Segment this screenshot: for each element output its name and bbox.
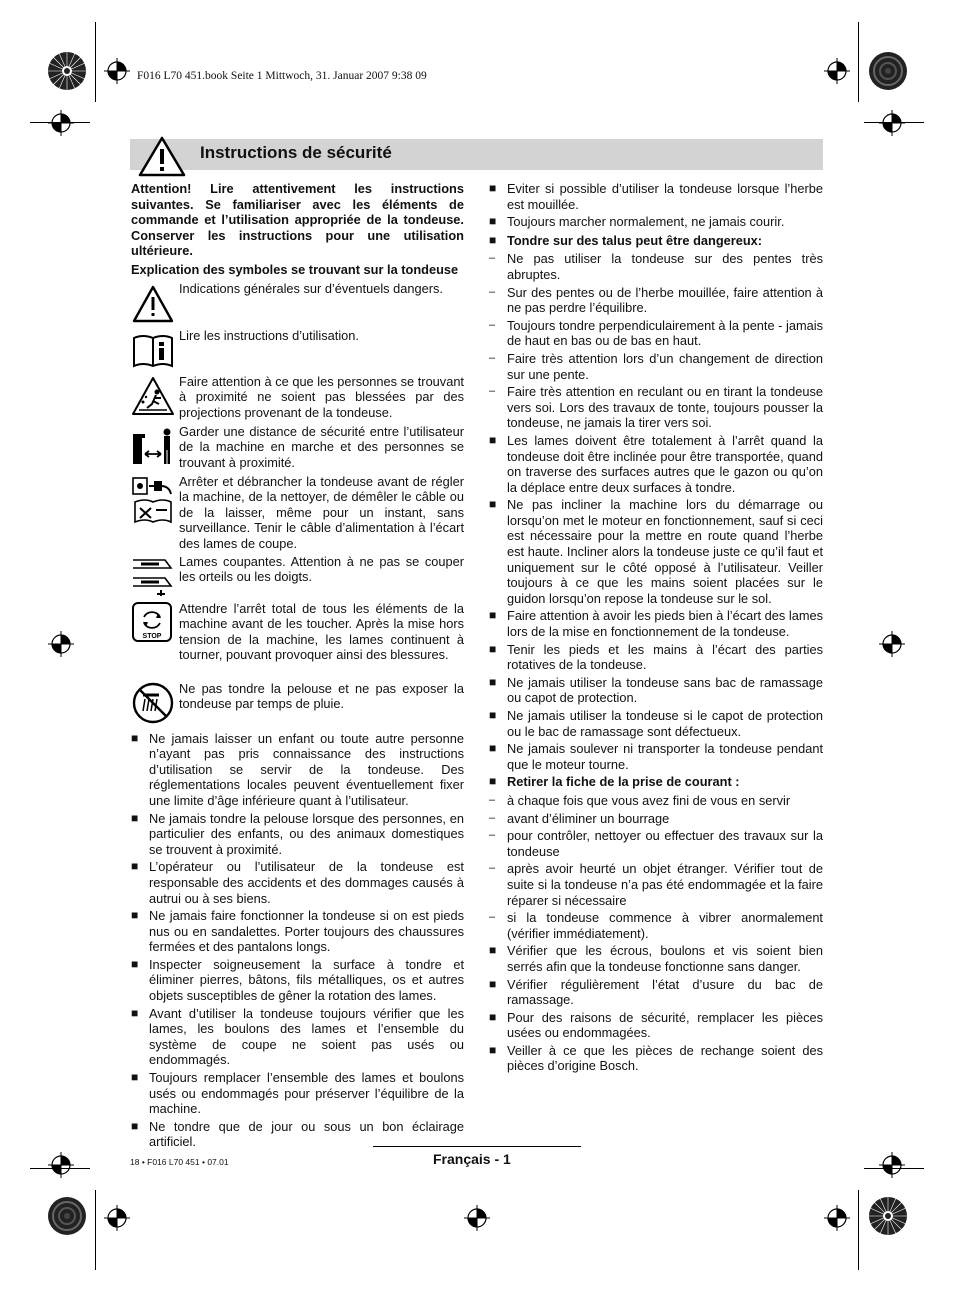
dash-item [489, 351, 823, 382]
bullet-text: Ne jamais utiliser la tondeuse sans bac de ramassage ou capot de protection. [507, 674, 823, 706]
symbol-text: Attendre l’arrêt total de tous les éléments de la machine avant de les toucher. Après la mise hors tension de la machine, les lames continuent à tourner, pouvant provoquer ainsi des blessures. [179, 600, 464, 663]
dash-item [489, 384, 823, 431]
crop-mark [95, 22, 96, 102]
dash-marker [489, 828, 507, 859]
bullet-square-icon [489, 774, 507, 791]
bullet-text: Faire très attention lors d’un changement de direction sur une pente. [507, 350, 823, 382]
bullet-square-icon [131, 731, 149, 809]
footer-rule [373, 1146, 581, 1147]
bullet-square-icon [489, 1010, 507, 1041]
bullet-item [131, 731, 464, 809]
bullet-item [131, 811, 464, 858]
bullet-square-icon [131, 957, 149, 1004]
bullet-text: Faire très attention en reculant ou en tirant la tondeuse vers soi. Lors des travaux de tonte, toujours pousser la tondeuse, ne jamais la tirer vers soi. [507, 384, 823, 431]
bullet-text: Eviter si possible d’utiliser la tondeuse lorsque l’herbe est mouillée. [507, 181, 823, 212]
bullet-square-icon [489, 741, 507, 772]
bullet-text: Ne jamais tondre la pelouse lorsque des personnes, en particulier des enfants, ou des animaux domestiques se trouvent à proximité. [149, 810, 464, 857]
dash-item [489, 318, 823, 349]
unplug-icon [131, 474, 179, 554]
bullet-item [489, 233, 823, 250]
symbol-row [131, 554, 464, 601]
bullet-item [489, 977, 823, 1008]
bullet-text: après avoir heurté un objet étranger. Vérifier tout de suite si la tondeuse n’a pas été endommagée et la faire réparer si nécessaire [507, 861, 823, 908]
bullet-item [489, 642, 823, 673]
warning-triangle-icon [131, 281, 179, 323]
dash-marker [489, 351, 507, 382]
symbol-text: Garder une distance de sécurité entre l’utilisateur de la machine en marche et des personnes se trouvant à proximité. [179, 423, 464, 470]
bullet-square-icon [489, 708, 507, 739]
bullet-text: Inspecter soigneusement la surface à tondre et éliminer pierres, bâtons, fils métalliques, os et autres objets susceptibles de gêner la rotation des lames. [149, 956, 464, 1004]
registration-mark-icon [48, 1152, 74, 1178]
bullet-text: avant d’éliminer un bourrage [507, 810, 670, 826]
bullet-text: L’opérateur ou l’utilisateur de la tondeuse est responsable des accidents et des dommages causés à autrui ou à ses biens. [149, 859, 464, 906]
bullet-text: Ne jamais laisser un enfant ou toute autre personne n’ayant pas pris connaissance des instructions d’utilisation se servir de la tondeuse. Des réglementations locales peuvent éventuellement fixer une limite d’âge inférieure quant à l’utilisateur. [149, 730, 464, 808]
dash-marker [489, 811, 507, 827]
dash-marker [489, 285, 507, 316]
bullet-square-icon [131, 811, 149, 858]
bullet-square-icon [489, 943, 507, 974]
registration-mark-icon [48, 110, 74, 136]
bullet-text: pour contrôler, nettoyer ou effectuer des travaux sur la tondeuse [507, 828, 823, 859]
bullet-item [489, 774, 823, 791]
bullet-text: à chaque fois que vous avez fini de vous en servir [507, 792, 791, 808]
dash-marker [489, 793, 507, 809]
bullet-square-icon [489, 214, 507, 231]
svg-text:STOP: STOP [142, 632, 162, 640]
dash-item [489, 251, 823, 282]
color-target-icon [868, 1196, 908, 1236]
bullet-item [489, 1010, 823, 1041]
left-bullet-list [131, 731, 464, 1150]
bullet-text: Retirer la fiche de la prise de courant : [507, 774, 740, 790]
bullet-item [489, 741, 823, 772]
bullet-item [489, 181, 823, 212]
read-manual-icon [131, 328, 179, 370]
bullet-square-icon [489, 1043, 507, 1074]
no-rain-icon [131, 681, 179, 723]
symbol-row [131, 474, 464, 554]
dash-marker [489, 861, 507, 908]
bullet-square-icon [489, 433, 507, 495]
symbol-row [131, 328, 464, 374]
bullet-item [489, 708, 823, 739]
bullet-text: Ne jamais faire fonctionner la tondeuse si on est pieds nus ou en sandalettes. Porter toujours des chaussures fermées et des pantalons longs. [149, 908, 464, 955]
bullet-text: Ne tondre que de jour ou sous un bon éclairage artificiel. [149, 1118, 464, 1150]
dash-item [489, 910, 823, 941]
bullet-text: Tondre sur des talus peut être dangereux: [507, 232, 763, 248]
crop-mark [858, 1190, 859, 1270]
bullet-item [489, 1043, 823, 1074]
bullet-text: Toujours tondre perpendiculairement à la pente - jamais de haut en bas ou de bas en haut. [507, 317, 823, 349]
stop-rotation-icon [131, 601, 179, 643]
bullet-square-icon [131, 1006, 149, 1068]
bullet-item [489, 608, 823, 639]
dash-marker [489, 384, 507, 431]
bullet-square-icon [131, 859, 149, 906]
registration-mark-icon [824, 58, 850, 84]
right-column [489, 181, 823, 1076]
sharp-blades-icon [131, 554, 179, 596]
bullet-text: Ne pas incliner la machine lors du démarrage ou lorsqu’on met le moteur en fonctionnement, sauf si ceci est nécessaire pour la mettre en route quand l’herbe est haute. Incliner alors la tondeuse juste ce qu’il faut et uniquement sur le côté opposé à l’utilisateur. Veiller toujours à ce que les mains soient placées sur le guidon lorsqu’on repose la tondeuse sur le sol. [507, 497, 823, 606]
dash-item [489, 811, 823, 827]
crop-mark [858, 22, 859, 102]
color-target-icon [47, 51, 87, 91]
symbol-row [131, 681, 464, 729]
bullet-text: Pour des raisons de sécurité, remplacer les pièces usées ou endommagées. [507, 1009, 823, 1041]
bullet-item [131, 1006, 464, 1068]
document-code: 18 • F016 L70 451 • 07.01 [130, 1157, 229, 1167]
bullet-item [131, 1070, 464, 1117]
bullet-item [489, 497, 823, 606]
intro-warning: Attention! Lire attentivement les instructions suivantes. Se familiariser avec les éléments de commande et l’utilisation appropriée de la tondeuse. Conserver les instructions pour une utilisation ultérieure. [131, 181, 464, 259]
bullet-text: Veiller à ce que les pièces de rechange soient des pièces d’origine Bosch. [507, 1042, 823, 1074]
bullet-square-icon [131, 1070, 149, 1117]
bullet-text: Tenir les pieds et les mains à l’écart des parties rotatives de la tondeuse. [507, 641, 823, 673]
thrown-objects-icon [131, 374, 179, 416]
bullet-item [131, 957, 464, 1004]
bullet-item [131, 908, 464, 955]
bullet-text: Sur des pentes ou de l’herbe mouillée, faire attention à ne pas perdre l’équilibre. [507, 284, 823, 316]
registration-mark-icon [104, 58, 130, 84]
bullet-text: Les lames doivent être totalement à l’arrêt quand la tondeuse doit être inclinée pour être transportée, quand on traverse des surfaces autres que le gazon ou qu’on la déplace entre deux surfaces à tondre. [507, 432, 823, 495]
left-column [131, 181, 464, 1152]
symbol-text: Indications générales sur d’éventuels dangers. [179, 280, 443, 296]
dash-item [489, 793, 823, 809]
bullet-square-icon [489, 642, 507, 673]
bullet-text: Ne jamais soulever ni transporter la tondeuse pendant que le moteur tourne. [507, 741, 823, 772]
book-header-line: F016 L70 451.book Seite 1 Mittwoch, 31. Januar 2007 9:38 09 [137, 70, 427, 82]
registration-mark-icon [879, 631, 905, 657]
safety-distance-icon [131, 424, 179, 466]
symbol-row [131, 374, 464, 424]
warning-triangle-icon [137, 135, 187, 177]
bullet-text: Avant d’utiliser la tondeuse toujours vérifier que les lames, les boulons des lames et l’ensemble du système de coupe ne soient pas usés ou endommagés. [149, 1005, 464, 1068]
symbol-text: Faire attention à ce que les personnes se trouvant à proximité ne soient pas blessées par des projections provenant de la tondeuse. [179, 373, 464, 420]
bullet-item [489, 433, 823, 495]
dash-item [489, 828, 823, 859]
dash-marker [489, 318, 507, 349]
bullet-text: Toujours remplacer l’ensemble des lames et boulons usés ou endommagés pour préserver l’équilibre de la machine. [149, 1070, 464, 1117]
symbol-row [131, 601, 464, 681]
bullet-square-icon [489, 233, 507, 250]
page-title: Instructions de sécurité [200, 143, 392, 162]
bullet-text: Ne pas utiliser la tondeuse sur des pentes très abruptes. [507, 251, 823, 282]
bullet-text: Toujours marcher normalement, ne jamais courir. [507, 214, 785, 230]
bullet-text: Vérifier régulièrement l’état d’usure du bac de ramassage. [507, 976, 823, 1008]
bullet-square-icon [131, 908, 149, 955]
symbol-row [131, 424, 464, 474]
registration-mark-icon [48, 631, 74, 657]
registration-mark-icon [464, 1205, 490, 1231]
symbol-text: Ne pas tondre la pelouse et ne pas exposer la tondeuse par temps de pluie. [179, 680, 464, 712]
dash-item [489, 285, 823, 316]
right-bullet-list [489, 181, 823, 1074]
bullet-square-icon [489, 497, 507, 606]
registration-mark-icon [879, 1152, 905, 1178]
symbol-row [131, 281, 464, 328]
symbols-heading: Explication des symboles se trouvant sur la tondeuse [131, 261, 459, 277]
bullet-text: Faire attention à avoir les pieds bien à l’écart des lames lors de la mise en fonctionnement de la tondeuse. [507, 608, 823, 640]
crop-mark [95, 1190, 96, 1270]
bullet-item [131, 859, 464, 906]
bullet-item [489, 675, 823, 706]
dash-marker [489, 910, 507, 941]
bullet-text: si la tondeuse commence à vibrer anormalement (vérifier immédiatement). [507, 910, 823, 941]
bullet-square-icon [489, 675, 507, 706]
dash-marker [489, 251, 507, 282]
bullet-item [489, 943, 823, 974]
color-target-icon [47, 1196, 87, 1236]
symbol-text: Lames coupantes. Attention à ne pas se couper les orteils ou les doigts. [179, 553, 464, 585]
symbol-text: Lire les instructions d’utilisation. [179, 327, 359, 343]
registration-mark-icon [104, 1205, 130, 1231]
bullet-text: Ne jamais utiliser la tondeuse si le capot de protection ou le bac de ramassage sont défectueux. [507, 708, 823, 739]
bullet-square-icon [489, 977, 507, 1008]
registration-mark-icon [879, 110, 905, 136]
bullet-square-icon [131, 1119, 149, 1150]
bullet-text: Vérifier que les écrous, boulons et vis soient bien serrés afin que la tondeuse fonctionne sans danger. [507, 943, 823, 974]
bullet-square-icon [489, 181, 507, 212]
color-target-icon [868, 51, 908, 91]
bullet-item [489, 214, 823, 231]
dash-item [489, 861, 823, 908]
page-language-number: Français - 1 [433, 1151, 511, 1167]
symbol-text: Arrêter et débrancher la tondeuse avant de régler la machine, de la nettoyer, de démêler le câble ou de la laisser, même pour un instant, sans surveillance. Tenir le câble d’alimentation à l’écart des lames de coupe. [179, 473, 464, 551]
bullet-square-icon [489, 608, 507, 639]
registration-mark-icon [824, 1205, 850, 1231]
